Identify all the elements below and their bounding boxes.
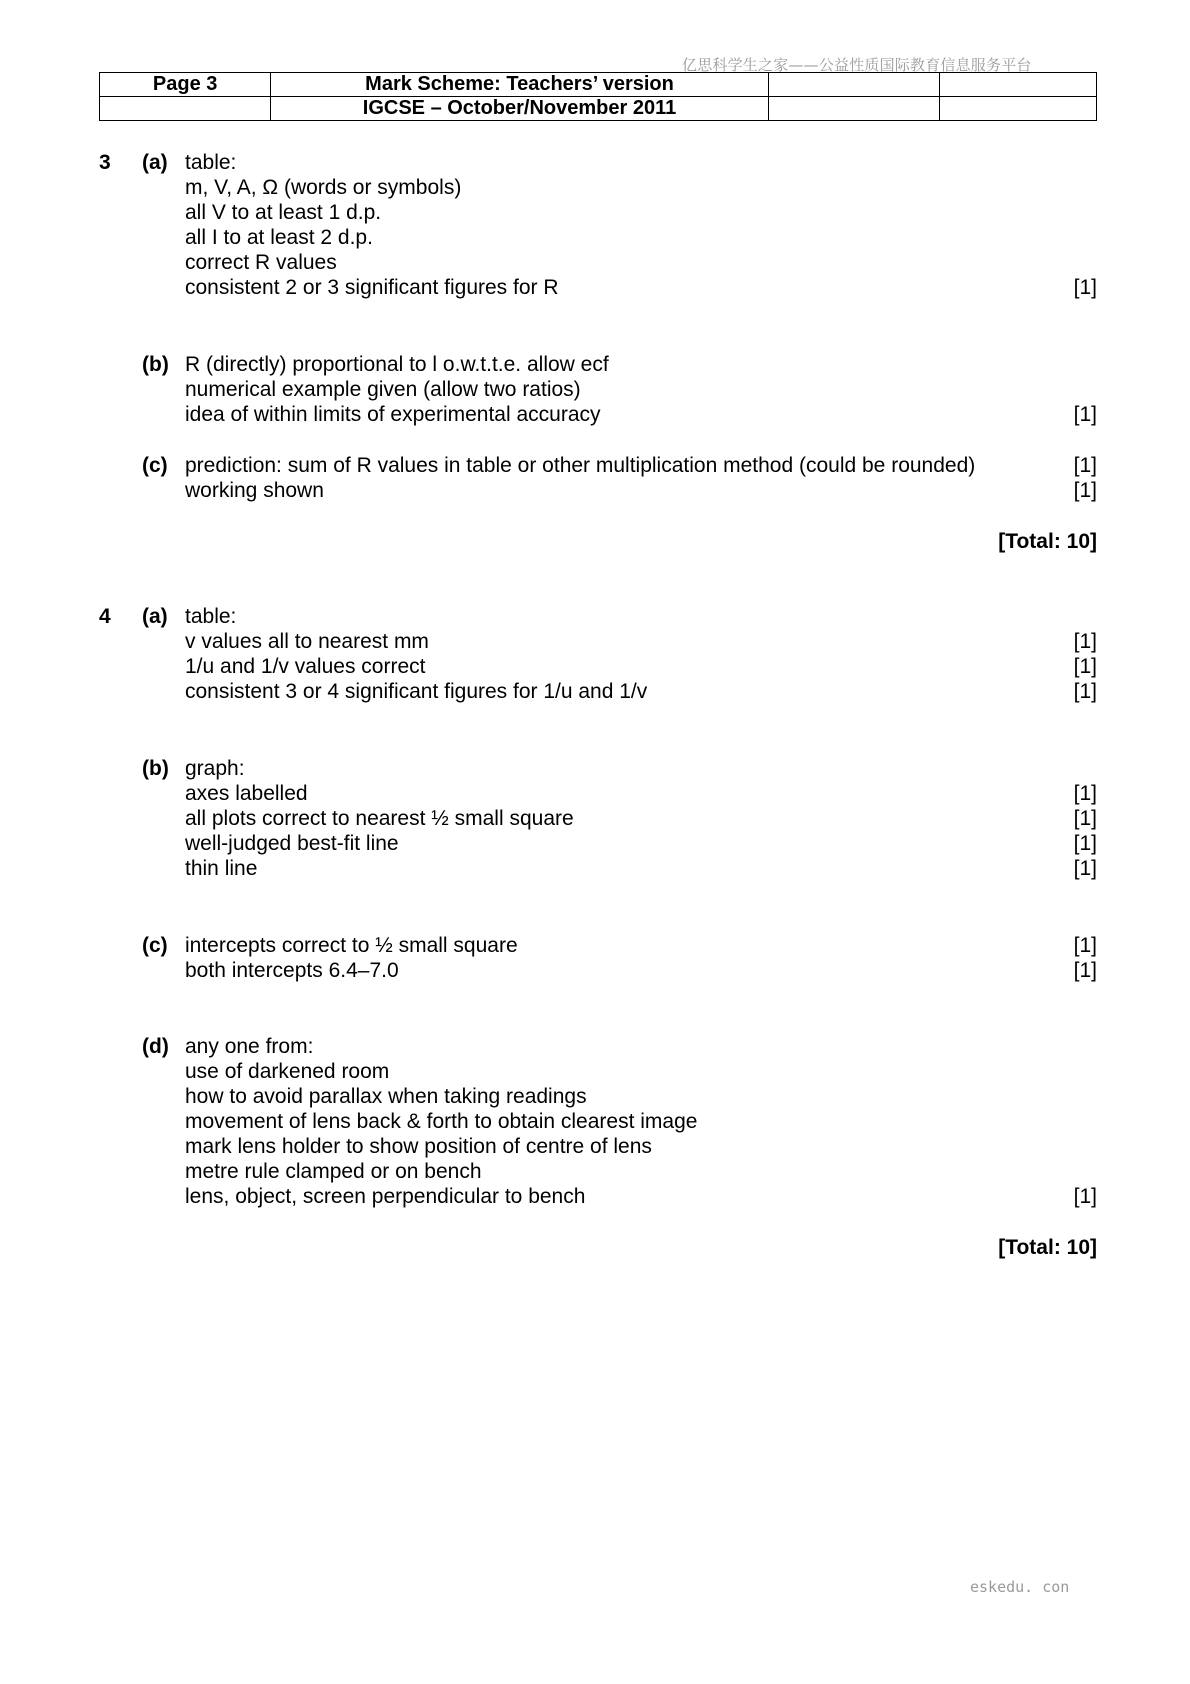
mark-line: consistent 2 or 3 significant figures for R: [185, 276, 559, 299]
mark-line: axes labelled: [185, 782, 308, 805]
part-label: (a): [142, 605, 168, 628]
header-empty-cell: [768, 73, 939, 97]
header-table: [99, 72, 1097, 121]
mark-line: mark lens holder to show position of centre of lens: [185, 1135, 652, 1158]
mark-line: movement of lens back & forth to obtain clearest image: [185, 1110, 698, 1133]
mark-line: thin line: [185, 857, 258, 880]
part-label: (b): [142, 757, 169, 780]
mark-value: [1]: [1073, 276, 1097, 299]
header-empty-cell: [100, 97, 271, 121]
mark-line: R (directly) proportional to l o.w.t.t.e. allow ecf: [185, 353, 609, 376]
mark-line: all I to at least 2 d.p.: [185, 226, 373, 249]
mark-line: idea of within limits of experimental accuracy: [185, 403, 601, 426]
part-label: (b): [142, 353, 169, 376]
total-marks: [Total: 10]: [998, 1236, 1097, 1259]
mark-line: any one from:: [185, 1035, 314, 1058]
mark-value: [1]: [1073, 959, 1097, 982]
question-number: 3: [99, 151, 111, 174]
mark-line: working shown: [185, 479, 324, 502]
mark-line: consistent 3 or 4 significant figures for 1/u and 1/v: [185, 680, 648, 703]
mark-line: lens, object, screen perpendicular to bench: [185, 1185, 586, 1208]
header-empty-cell: [768, 97, 939, 121]
mark-line: 1/u and 1/v values correct: [185, 655, 426, 678]
part-label: (a): [142, 151, 168, 174]
mark-value: [1]: [1073, 832, 1097, 855]
mark-value: [1]: [1073, 655, 1097, 678]
mark-value: [1]: [1073, 782, 1097, 805]
mark-line: metre rule clamped or on bench: [185, 1160, 482, 1183]
mark-line: correct R values: [185, 251, 337, 274]
header-empty-cell: [939, 97, 1096, 121]
mark-line: graph:: [185, 757, 245, 780]
part-label: (c): [142, 934, 168, 957]
mark-line: both intercepts 6.4–7.0: [185, 959, 399, 982]
mark-line: all plots correct to nearest ½ small square: [185, 807, 574, 830]
header-empty-cell: [939, 73, 1096, 97]
mark-value: [1]: [1073, 403, 1097, 426]
mark-line: numerical example given (allow two ratios): [185, 378, 581, 401]
header-title: Mark Scheme: Teachers’ version: [271, 73, 768, 97]
part-label: (d): [142, 1035, 169, 1058]
mark-line: prediction: sum of R values in table or other multiplication method (could be rounded): [185, 454, 976, 477]
mark-line: table:: [185, 151, 237, 174]
header-exam: IGCSE – October/November 2011: [271, 97, 768, 121]
mark-value: [1]: [1073, 857, 1097, 880]
mark-value: [1]: [1073, 1185, 1097, 1208]
mark-line: table:: [185, 605, 237, 628]
mark-line: all V to at least 1 d.p.: [185, 201, 382, 224]
mark-value: [1]: [1073, 934, 1097, 957]
watermark-top: 亿思科学生之家——公益性质国际教育信息服务平台: [682, 56, 1032, 74]
mark-line: intercepts correct to ½ small square: [185, 934, 518, 957]
mark-line: well-judged best-fit line: [185, 832, 399, 855]
question-number: 4: [99, 605, 111, 628]
mark-line: how to avoid parallax when taking readings: [185, 1085, 587, 1108]
part-label: (c): [142, 454, 168, 477]
header-page: Page 3: [100, 73, 271, 97]
mark-value: [1]: [1073, 807, 1097, 830]
watermark-bottom: eskedu. con: [970, 1578, 1070, 1596]
total-marks: [Total: 10]: [998, 530, 1097, 553]
mark-value: [1]: [1073, 454, 1097, 477]
mark-line: use of darkened room: [185, 1060, 390, 1083]
mark-line: v values all to nearest mm: [185, 630, 429, 653]
mark-value: [1]: [1073, 479, 1097, 502]
mark-value: [1]: [1073, 680, 1097, 703]
mark-value: [1]: [1073, 630, 1097, 653]
mark-line: m, V, A, Ω (words or symbols): [185, 176, 462, 199]
